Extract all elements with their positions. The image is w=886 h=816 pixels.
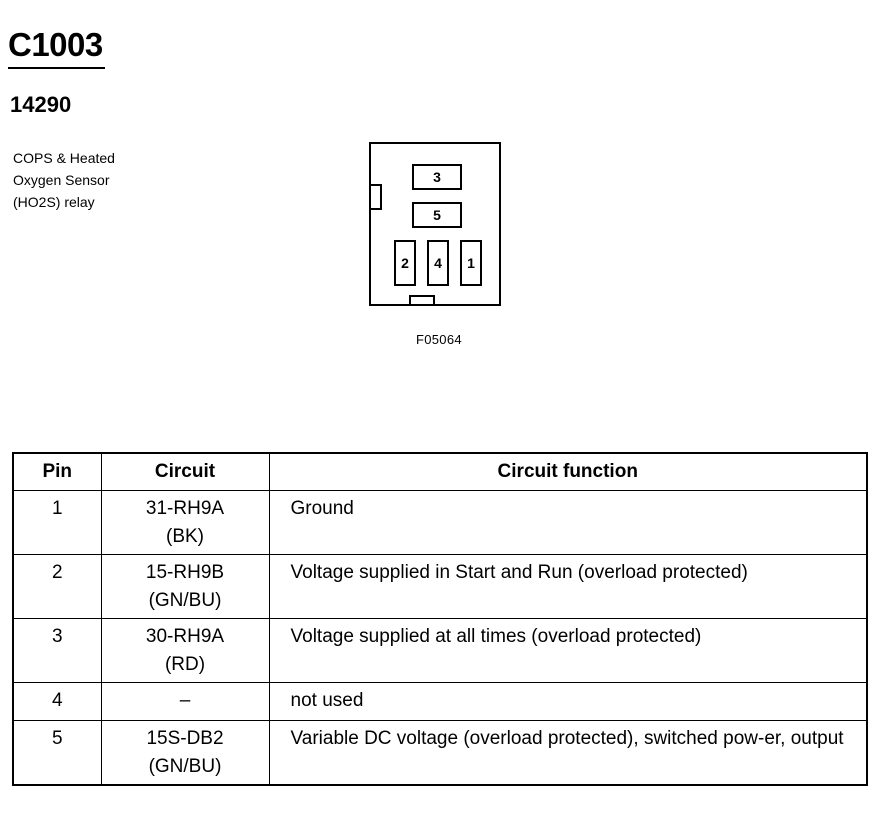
cell-function: Voltage supplied in Start and Run (overload protected) [269,555,867,619]
connector-description [13,147,213,213]
cell-pin: 4 [13,683,101,721]
terminal-4: 4 [427,240,449,286]
table-row [13,619,867,683]
connector-face-diagram [369,142,501,306]
table-row [13,555,867,619]
terminal-1: 1 [460,240,482,286]
terminal-5: 5 [412,202,462,228]
cell-circuit [101,491,269,555]
cell-pin: 1 [13,491,101,555]
circuit-id: 30-RH9A [145,626,225,647]
cell-function: Variable DC voltage (overload protected), switched pow-er, output [269,721,867,785]
pin-table [12,452,868,786]
cell-function: not used [269,683,867,721]
circuit-id: – [179,690,191,711]
header-pin: Pin [13,453,101,491]
table-row [13,683,867,721]
wire-color: (GN/BU) [148,590,222,611]
connector-key-tab [409,295,435,306]
description-line: (HO2S) relay [13,194,95,210]
title-underline [8,67,105,69]
cell-circuit [101,721,269,785]
circuit-id: 15S-DB2 [146,728,224,749]
header-function: Circuit function [269,453,867,491]
cell-function: Ground [269,491,867,555]
description-line: Oxygen Sensor [13,172,110,188]
connector-id: C1003 [8,26,103,63]
wire-color: (RD) [164,654,206,675]
circuit-id: 31-RH9A [145,498,225,519]
table-header-row [13,453,867,491]
cell-circuit [101,683,269,721]
cell-circuit [101,555,269,619]
wire-color: (BK) [166,526,204,547]
wire-color: (GN/BU) [148,756,222,777]
cell-function: Voltage supplied at all times (overload protected) [269,619,867,683]
cell-pin: 5 [13,721,101,785]
terminal-2: 2 [394,240,416,286]
cell-pin: 3 [13,619,101,683]
terminal-3: 3 [412,164,462,190]
figure-code: F05064 [416,332,462,347]
table-row [13,491,867,555]
circuit-id: 15-RH9B [145,562,225,583]
header-circuit: Circuit [101,453,269,491]
cell-circuit [101,619,269,683]
cell-pin: 2 [13,555,101,619]
description-line: COPS & Heated [13,150,115,166]
connector-locking-tab [369,184,382,210]
part-number: 14290 [10,92,72,117]
table-row [13,721,867,785]
